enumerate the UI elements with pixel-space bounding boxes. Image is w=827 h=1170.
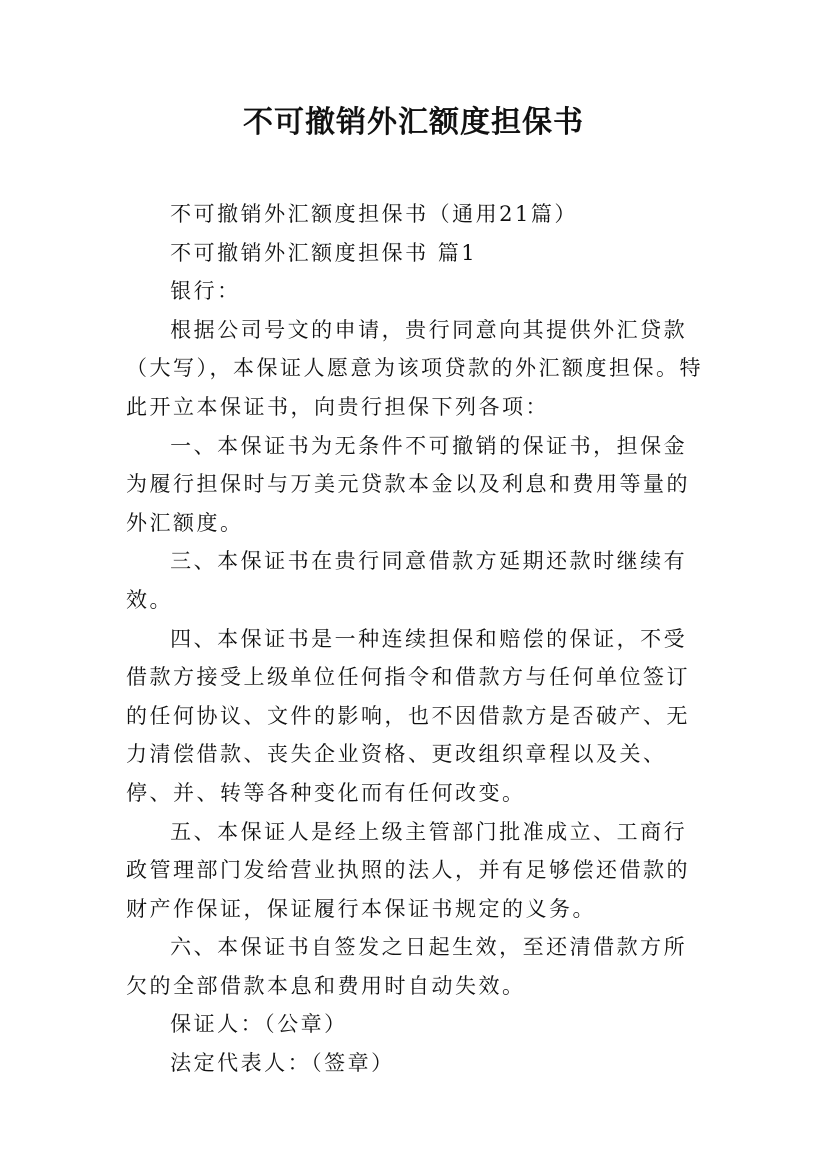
paragraph-collection-title: 不可撤销外汇额度担保书（通用21篇）	[170, 202, 578, 226]
paragraph-clause-1: 一、本保证书为无条件不可撤销的保证书，担保金为履行担保时与万美元贷款本金以及利息和费用等量的外汇额度。	[126, 433, 690, 535]
paragraph-salutation: 银行：	[170, 279, 241, 304]
paragraph-clause-4: 四、本保证书是一种连续担保和赔偿的保证，不受借款方接受上级单位任何指令和借款方与任何单位签订的任何协议、文件的影响，也不因借款方是否破产、无力清偿借款、丧失企业资格、更改组织章程以及关、停、并、转等各种变化而有任何改变。	[126, 626, 690, 805]
paragraph-section-heading: 不可撤销外汇额度担保书 篇1	[170, 240, 478, 265]
legal-representative-signature-line: 法定代表人：（签章）	[170, 1051, 395, 1076]
document-title: 不可撤销外汇额度担保书	[243, 105, 584, 140]
guarantor-signature-line: 保证人：（公章）	[170, 1012, 348, 1037]
paragraph-clause-3: 三、本保证书在贵行同意借款方延期还款时继续有效。	[126, 549, 688, 612]
paragraph-clause-5: 五、本保证人是经上级主管部门批准成立、工商行政管理部门发给营业执照的法人，并有足够偿还借款的财产作保证，保证履行本保证书规定的义务。	[126, 819, 690, 921]
paragraph-intro: 根据公司号文的申请，贵行同意向其提供外汇贷款（大写），本保证人愿意为该项贷款的外汇额度担保。特此开立本保证书，向贵行担保下列各项：	[126, 317, 703, 419]
document-body	[126, 195, 706, 1083]
paragraph-clause-6: 六、本保证书自签发之日起生效，至还清借款方所欠的全部借款本息和费用时自动失效。	[126, 935, 688, 998]
